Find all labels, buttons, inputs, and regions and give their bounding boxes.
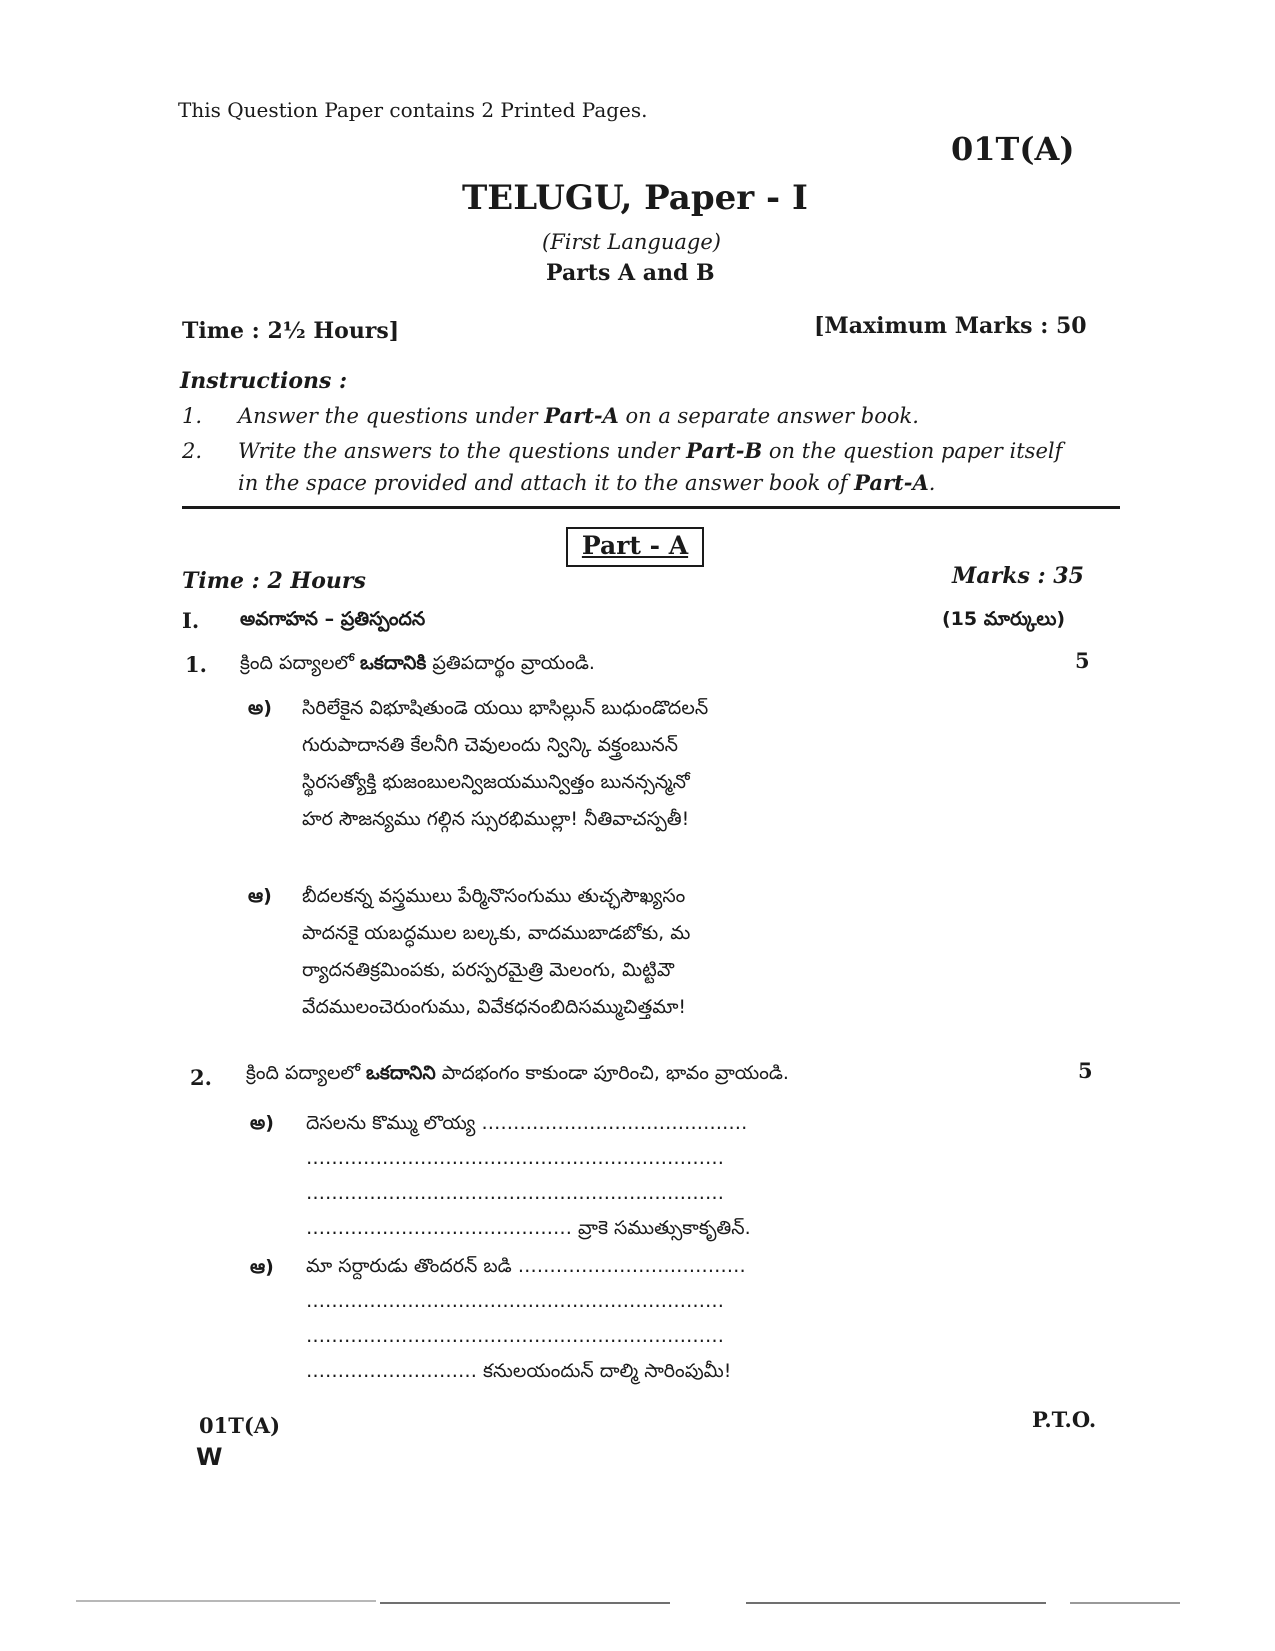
maximum-marks: [Maximum Marks : 50 [814,313,1087,339]
verse-line: వేదములంచెరుంగుము, వివేకధనంబిదిసమ్ముచిత్తమా! [302,996,687,1018]
verse-block [302,878,690,1026]
page-turn-note: P.T.O. [1032,1407,1097,1432]
blank-line: ………………………………………………………… [306,1147,724,1169]
question-number: 1. [185,652,207,677]
fill-in-last-line: …………………………………… వ్రాకె సముత్సుకాకృతిన్. [306,1217,751,1239]
instruction-text-continued: in the space provided and attach it to the answer book of Part-A. [238,470,936,495]
verse-line: గురుపాదానతి కేలనీగి చెవులందు న్విన్కి వక్త్రంబునన్ [302,734,679,756]
option-label: ఆ) [248,885,272,907]
blank-line: ………………………………………………………… [306,1325,724,1347]
option-label: అ) [250,1112,274,1134]
footer-mark: W [196,1443,223,1471]
scan-artifact-line [746,1602,1046,1604]
scan-artifact-line [380,1602,670,1604]
instruction-number: 1. [182,404,203,428]
scan-artifact-line [76,1600,376,1602]
part-a-label-box: Part - A [566,527,704,567]
section-marks: (15 మార్కులు) [942,608,1066,630]
question-marks: 5 [1078,1058,1093,1083]
verse-line: పాదనకై యబద్ధముల బల్కకు, వాదముబాడబోకు, మ [302,922,691,944]
paper-subtitle: (First Language) [542,230,721,254]
verse-line: హర సౌజన్యము గల్గిన స్సురభిముల్లా! నీతివాచస్పతీ! [302,808,690,830]
fill-in-last-line: ……………………… కనులయందున్ దాల్మి సారింపుమీ! [306,1360,732,1382]
pages-note: This Question Paper contains 2 Printed Pages. [178,98,648,122]
verse-line: బీదలకన్న వస్త్రములు పేర్మినొసంగుము తుచ్ఛసౌఖ్యసం [302,885,686,907]
question-text: క్రింది పద్యాలలో ఒకదానిని పాదభంగం కాకుండా పూరించి, భావం వ్రాయండి. [246,1062,789,1084]
verse-line: స్థిరసత్యోక్తి భుజంబులన్విజయమున్విత్తం బునన్సన్మనో [302,771,690,793]
question-text: క్రింది పద్యాలలో ఒకదానికి ప్రతిపదార్థం వ్రాయండి. [240,652,595,674]
instructions-heading: Instructions : [180,368,348,394]
header-divider [182,506,1120,509]
parts-label: Parts A and B [546,260,715,286]
paper-code: 01T(A) [951,130,1075,168]
verse-line: ర్యాదనతిక్రమింపకు, పరస్పరమైత్రి మెలంగు, మిట్టివౌ [302,959,674,981]
fill-in-block [306,1249,746,1389]
instruction-number: 2. [182,439,203,463]
option-label: ఆ) [250,1256,274,1278]
paper-title: TELUGU, Paper - I [462,178,808,218]
instruction-text: Answer the questions under Part-A on a separate answer book. [238,403,919,428]
question-number: 2. [190,1065,212,1090]
option-label: అ) [248,697,272,719]
section-number: I. [182,608,200,633]
part-a-marks: Marks : 35 [952,563,1084,589]
blank-line: ………………………………………………………… [306,1182,724,1204]
fill-in-first-line: దెసలను కొమ్ము లొయ్య …………………………………… [306,1112,748,1134]
part-a-time: Time : 2 Hours [182,568,366,594]
section-title: అవగాహన – ప్రతిస్పందన [240,608,426,630]
question-marks: 5 [1075,648,1090,673]
total-time: Time : 2½ Hours] [182,318,400,344]
fill-in-block [306,1106,751,1246]
verse-block [302,690,708,838]
scan-artifact-line [1070,1602,1180,1604]
verse-line: సిరిలేకైన విభూషితుండె యయి భాసిల్లున్ బుధుండొదలన్ [302,697,709,719]
footer-paper-code: 01T(A) [199,1413,281,1438]
instruction-text: Write the answers to the questions under Part-B on the question paper itself [238,438,1063,463]
blank-line: ………………………………………………………… [306,1290,724,1312]
fill-in-first-line: మా సర్దారుడు తొందరన్ బడి ……………………………… [306,1255,746,1277]
